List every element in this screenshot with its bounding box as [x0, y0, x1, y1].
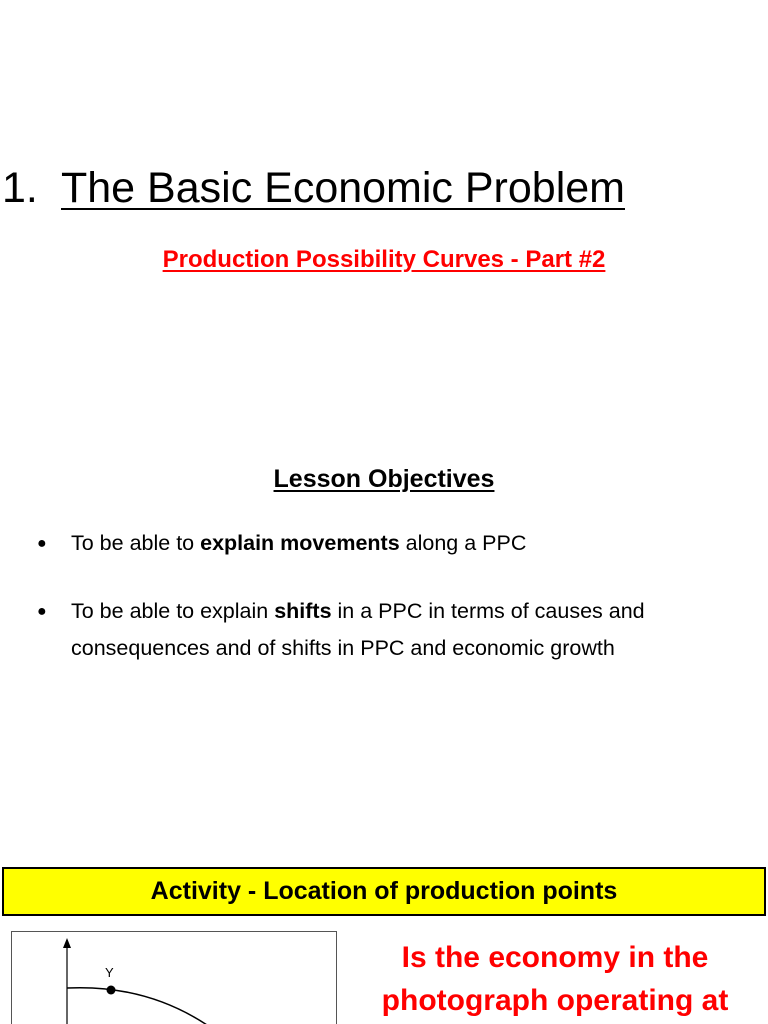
subtitle: Production Possibility Curves - Part #2 — [162, 246, 606, 273]
ppc-curve — [67, 988, 230, 1024]
activity-banner: Activity - Location of production points — [2, 867, 766, 916]
objective-text — [71, 593, 763, 667]
objective-text-post: in a PPC in terms of causes and consequences and of shifts in PPC and economic growth — [71, 599, 645, 660]
objective-text-post: along a PPC — [399, 531, 527, 555]
production-point-y — [107, 986, 116, 995]
objective-text — [71, 525, 763, 562]
ppc-figure — [11, 931, 337, 1024]
activity-question: Is the economy in the photograph operating at — [381, 941, 729, 1017]
ppc-diagram — [12, 932, 336, 1024]
bullet-icon: ● — [37, 603, 47, 620]
title-text: The Basic Economic Problem — [61, 164, 625, 212]
point-label: Y — [105, 965, 114, 980]
objective-text-bold: shifts — [274, 599, 332, 623]
bullet-icon: ● — [37, 535, 47, 552]
page-title — [0, 160, 768, 216]
objective-text-pre: To be able to — [71, 531, 201, 555]
objective-text-pre: To be able to explain — [71, 599, 275, 623]
title-number: 1. — [2, 164, 38, 212]
objective-text-bold: explain movements — [200, 531, 400, 555]
objectives-heading: Lesson Objectives — [273, 465, 495, 493]
axis-arrow-icon — [63, 938, 71, 948]
